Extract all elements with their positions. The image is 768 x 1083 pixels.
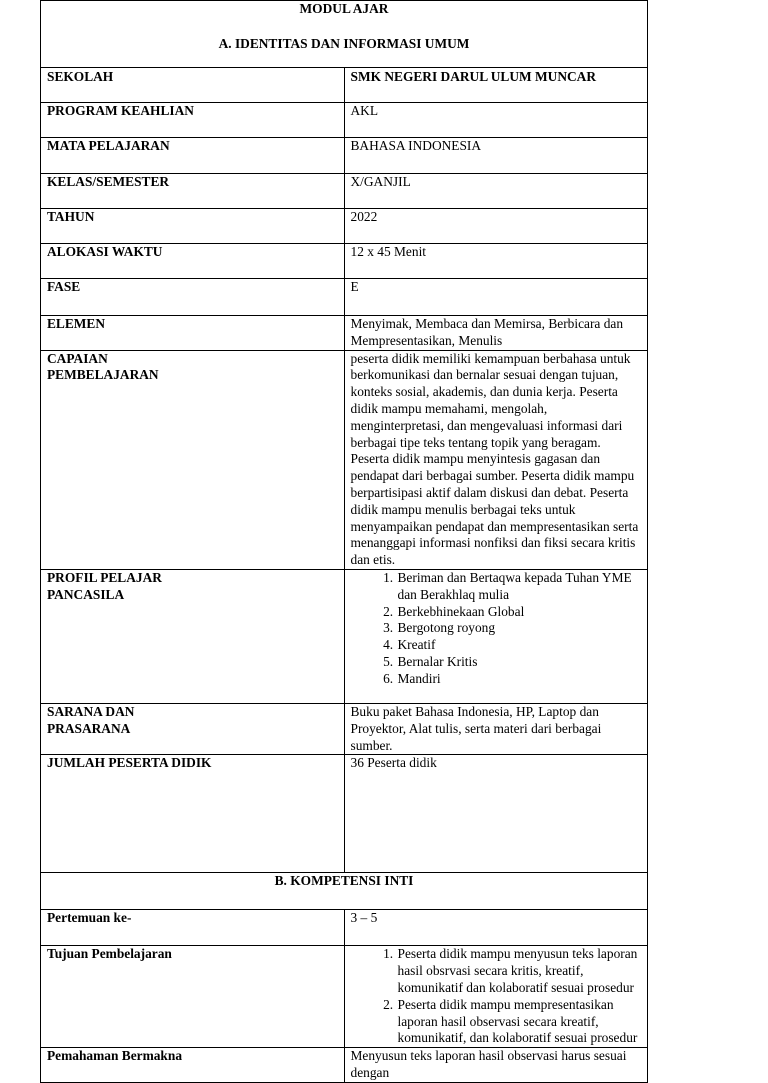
row-pemahaman [41, 1048, 648, 1083]
document-page [40, 0, 648, 1083]
list-item: 5. Bernalar Kritis [397, 654, 642, 671]
header-row [41, 1, 648, 68]
label-elemen: ELEMEN [41, 316, 345, 351]
label-jumlah: JUMLAH PESERTA DIDIK [41, 755, 345, 873]
row-fase [41, 279, 648, 316]
label-program: PROGRAM KEAHLIAN [41, 103, 345, 138]
value-pemahaman: Menyusun teks laporan hasil observasi harus sesuai dengan [344, 1048, 648, 1083]
row-mapel [41, 138, 648, 174]
label-fase: FASE [41, 279, 345, 316]
label-profil [41, 569, 345, 703]
row-program [41, 103, 648, 138]
list-item: 1. Beriman dan Bertaqwa kepada Tuhan YME dan Berakhlaq mulia [397, 570, 642, 604]
row-tujuan [41, 946, 648, 1048]
row-sekolah [41, 68, 648, 103]
value-elemen: Menyimak, Membaca dan Memirsa, Berbicara dan Mempresentasikan, Menulis [344, 316, 648, 351]
label-alokasi: ALOKASI WAKTU [41, 244, 345, 279]
label-tahun: TAHUN [41, 209, 345, 244]
value-sekolah: SMK NEGERI DARUL ULUM MUNCAR [344, 68, 648, 103]
value-pertemuan: 3 – 5 [344, 910, 648, 946]
label-capaian-line2: PEMBELAJARAN [47, 367, 159, 383]
list-item: 1. Peserta didik mampu menyusun teks laporan hasil obsrvasi secara kritis, kreatif, komunikatif dan kolaboratif sesuai prosedur [397, 946, 642, 996]
label-capaian [41, 350, 345, 569]
value-program: AKL [344, 103, 648, 138]
list-item: 4. Kreatif [397, 637, 642, 654]
value-jumlah: 36 Peserta didik [344, 755, 648, 873]
row-alokasi [41, 244, 648, 279]
value-alokasi: 12 x 45 Menit [344, 244, 648, 279]
list-item: 2. Berkebhinekaan Global [397, 604, 642, 621]
label-profil-line2: PANCASILA [47, 586, 125, 602]
label-mapel: MATA PELAJARAN [41, 138, 345, 174]
capaian-paragraph-1: peserta didik memiliki kemampuan berbahasa untuk berkomunikasi dan bernalar sesuai dengan tujuan, konteks sosial, akademis, dan dunia kerja. Peserta didik mampu memahami, mengolah, menginterpretasi, dan mengevaluasi informasi dari berbagai tipe teks tentang topik yang beragam. [350, 350, 631, 450]
label-kelas: KELAS/SEMESTER [41, 174, 345, 209]
section-b-row [41, 873, 648, 910]
value-fase: E [344, 279, 648, 316]
section-b-title: B. KOMPETENSI INTI [41, 873, 648, 910]
row-elemen [41, 316, 648, 351]
value-sarana: Buku paket Bahasa Indonesia, HP, Laptop dan Proyektor, Alat tulis, serta materi dari berbagai sumber. [344, 703, 648, 754]
row-jumlah [41, 755, 648, 873]
tujuan-list [351, 946, 642, 1047]
value-tujuan [344, 946, 648, 1048]
row-profil [41, 569, 648, 703]
profil-list [351, 570, 642, 688]
modul-ajar-table [40, 0, 648, 1083]
value-mapel: BAHASA INDONESIA [344, 138, 648, 174]
label-pemahaman: Pemahaman Bermakna [41, 1048, 345, 1083]
label-tujuan: Tujuan Pembelajaran [41, 946, 345, 1048]
label-sarana [41, 703, 345, 754]
label-sarana-line2: PRASARANA [47, 720, 131, 736]
row-sarana [41, 703, 648, 754]
value-profil [344, 569, 648, 703]
list-item: 3. Bergotong royong [397, 620, 642, 637]
row-pertemuan [41, 910, 648, 946]
label-sarana-line1: SARANA DAN [47, 703, 135, 719]
value-tahun: 2022 [344, 209, 648, 244]
value-capaian [344, 350, 648, 569]
label-pertemuan: Pertemuan ke- [41, 910, 345, 946]
section-a-title: A. IDENTITAS DAN INFORMASI UMUM [218, 35, 470, 51]
list-item: 2. Peserta didik mampu mempresentasikan laporan hasil observasi secara kreatif, komunikatif, dan kolaboratif sesuai prosedur [397, 997, 642, 1047]
label-sekolah: SEKOLAH [41, 68, 345, 103]
document-title: MODUL AJAR [299, 1, 389, 16]
row-kelas [41, 174, 648, 209]
list-item: 6. Mandiri [397, 671, 642, 688]
capaian-paragraph-2: Peserta didik mampu menyintesis gagasan dan pendapat dari berbagai sumber. Peserta didik mampu berpartisipasi aktif dalam diskusi dan debat. Peserta didik mampu menulis berbagai teks untuk menyampaikan pendapat dan mempresentasikan serta menanggapi informasi nonfiksi dan fiksi secara kritis dan etis. [350, 451, 639, 568]
label-profil-line1: PROFIL PELAJAR [47, 569, 162, 585]
row-tahun [41, 209, 648, 244]
row-capaian [41, 350, 648, 569]
label-capaian-line1: CAPAIAN [47, 350, 108, 366]
value-kelas: X/GANJIL [344, 174, 648, 209]
